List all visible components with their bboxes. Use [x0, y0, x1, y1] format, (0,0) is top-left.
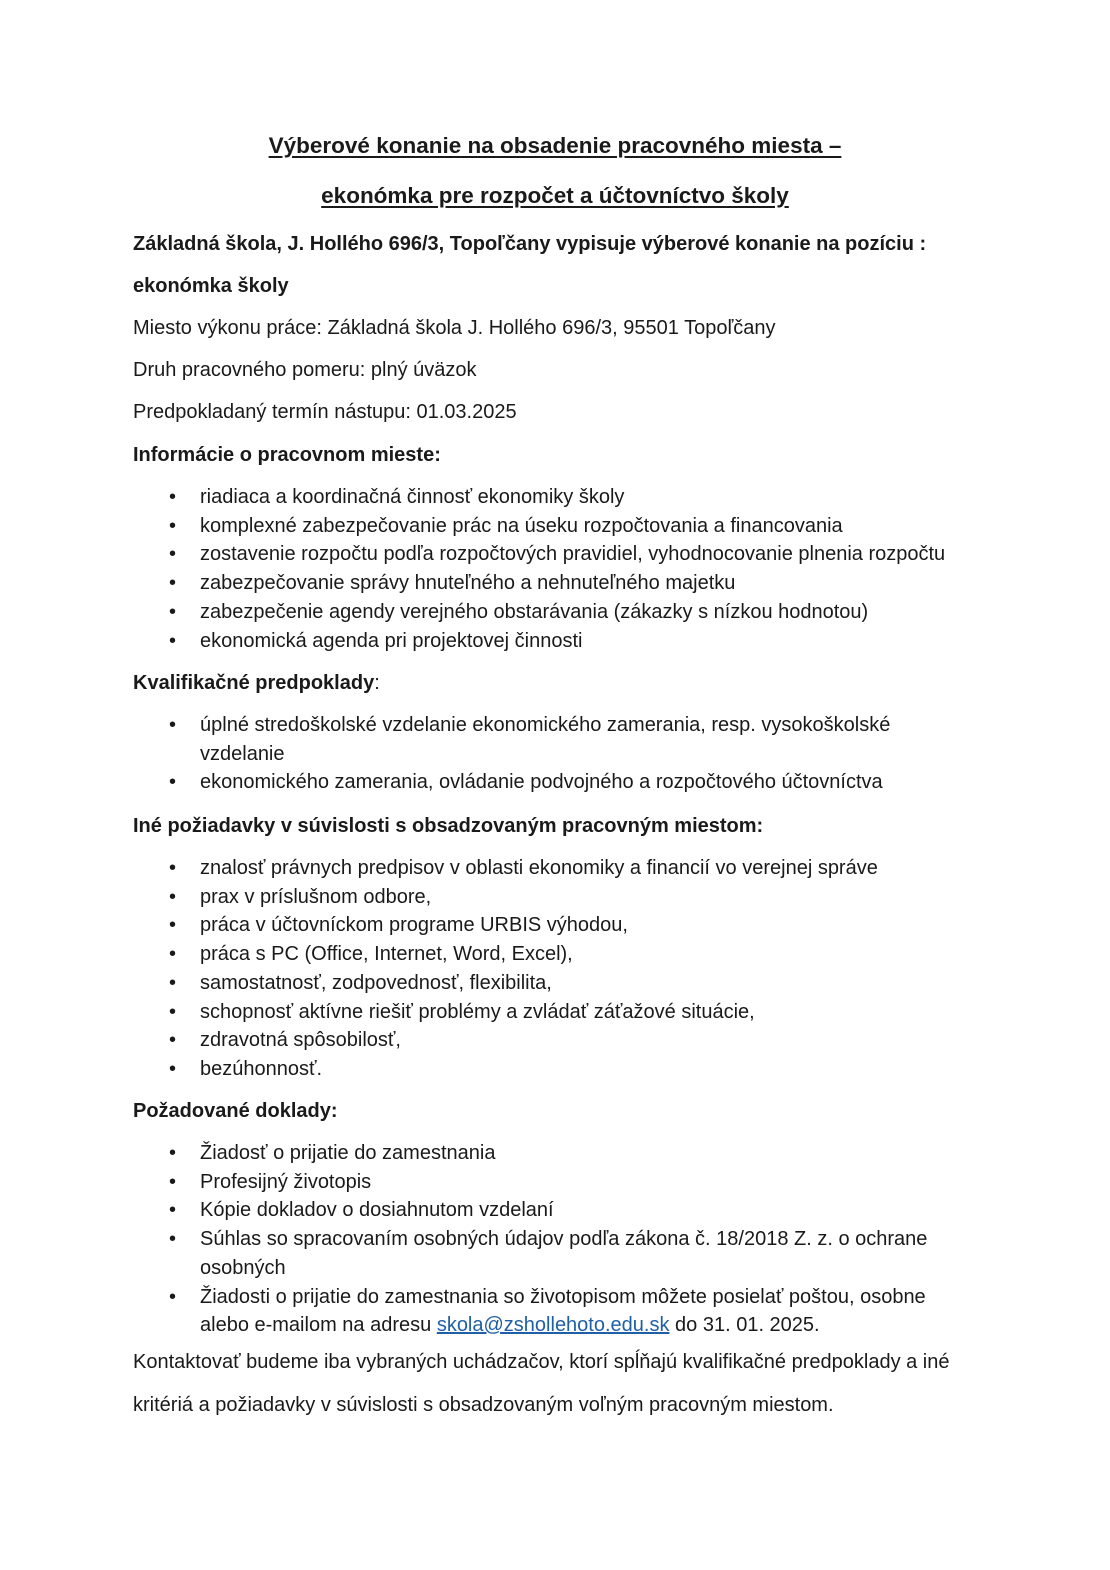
- list-item: • Profesijný životopis: [133, 1168, 1030, 1197]
- bullet-icon: •: [169, 1000, 177, 1023]
- requirements-heading: Iné požiadavky v súvislosti s obsadzovaným pracovným miestom:: [133, 815, 764, 837]
- bullet-icon: •: [169, 1228, 177, 1251]
- list-item: • zabezpečenie agendy verejného obstarávania (zákazky s nízkou hodnotou): [133, 598, 1030, 627]
- list-item: • Súhlas so spracovaním osobných údajov podľa zákona č. 18/2018 Z. z. o ochrane osobných: [133, 1225, 1030, 1282]
- bullet-icon: •: [169, 543, 177, 566]
- list-item: • Žiadosť o prijatie do zamestnania: [133, 1139, 1030, 1168]
- list-item: • zdravotná spôsobilosť,: [133, 1026, 1030, 1055]
- closing-line-1: Kontaktovať budeme iba vybraných uchádzačov, ktorí spĺňajú kvalifikačné predpoklady a iné: [133, 1351, 950, 1373]
- list-item: • schopnosť aktívne riešiť problémy a zvládať záťažové situácie,: [133, 998, 1030, 1027]
- bullet-icon: •: [169, 514, 177, 537]
- employment-type-text: Druh pracovného pomeru: plný úväzok: [133, 359, 477, 381]
- closing-line-2: kritériá a požiadavky v súvislosti s obsadzovaným voľným pracovným miestom.: [133, 1394, 834, 1416]
- list-item: • prax v príslušnom odbore,: [133, 883, 1030, 912]
- email-link[interactable]: skola@zshollehoto.edu.sk: [436, 1314, 670, 1337]
- bullet-icon: •: [169, 714, 177, 736]
- bullet-icon: •: [169, 1170, 177, 1193]
- start-date-text: Predpokladaný termín nástupu: 01.03.2025: [133, 401, 517, 423]
- list-item: • ekonomického zamerania, ovládanie podvojného a rozpočtového účtovníctva: [133, 768, 1030, 797]
- bullet-icon: •: [169, 885, 177, 908]
- bullet-icon: •: [169, 914, 177, 937]
- qualification-heading: Kvalifikačné predpoklady:: [133, 672, 380, 694]
- bullet-icon: •: [169, 629, 177, 652]
- requirements-list: [133, 854, 1030, 1084]
- bullet-icon: •: [169, 1285, 177, 1308]
- documents-list: [133, 1139, 1030, 1340]
- list-item: • zostavenie rozpočtu podľa rozpočtových pravidiel, vyhodnocovanie plnenia rozpočtu: [133, 540, 1030, 569]
- list-item: • samostatnosť, zodpovednosť, flexibilita,: [133, 969, 1030, 998]
- title-line-1: Výberové konanie na obsadenie pracovného miesta –: [268, 133, 842, 158]
- list-item: • bezúhonnosť.: [133, 1055, 1030, 1084]
- bullet-icon: •: [169, 600, 177, 623]
- list-item: • komplexné zabezpečovanie prác na úseku rozpočtovania a financovania: [133, 512, 1030, 541]
- list-item: • Kópie dokladov o dosiahnutom vzdelaní: [133, 1196, 1030, 1225]
- qualification-list: [133, 711, 1030, 797]
- list-item: • úplné stredoškolské vzdelanie ekonomického zamerania, resp. vysokoškolské vzdelanie: [133, 711, 1030, 768]
- list-item: • ekonomická agenda pri projektovej činnosti: [133, 627, 1030, 656]
- bullet-icon: •: [169, 857, 177, 879]
- workplace-text: Miesto výkonu práce: Základná škola J. Hollého 696/3, 95501 Topoľčany: [133, 317, 776, 339]
- bullet-icon: •: [169, 1057, 177, 1080]
- bullet-icon: •: [169, 572, 177, 595]
- title-line-2: ekonómka pre rozpočet a účtovníctvo školy: [321, 183, 789, 208]
- list-item: • práca s PC (Office, Internet, Word, Excel),: [133, 940, 1030, 969]
- intro-text: Základná škola, J. Hollého 696/3, Topoľčany vypisuje výberové konanie na pozíciu :: [133, 233, 927, 255]
- list-item: • znalosť právnych predpisov v oblasti ekonomiky a financií vo verejnej správe: [133, 854, 1030, 883]
- bullet-icon: •: [169, 1199, 177, 1222]
- documents-heading: Požadované doklady:: [133, 1100, 338, 1122]
- info-heading: Informácie o pracovnom mieste:: [133, 444, 441, 466]
- bullet-icon: •: [169, 971, 177, 994]
- bullet-icon: •: [169, 771, 177, 794]
- bullet-icon: •: [169, 1142, 177, 1164]
- list-item: • práca v účtovníckom programe URBIS výhodou,: [133, 911, 1030, 940]
- position-name: ekonómka školy: [133, 275, 289, 297]
- bullet-icon: •: [169, 1029, 177, 1052]
- list-item: • Žiadosti o prijatie do zamestnania so životopisom môžete posielať poštou, osobne alebo e-mailom na adresu skola@zshollehoto.edu.sk do 31. 01. 2025.: [133, 1283, 1030, 1340]
- bullet-icon: •: [169, 943, 177, 966]
- list-item: • zabezpečovanie správy hnuteľného a nehnuteľného majetku: [133, 569, 1030, 598]
- info-list: [133, 483, 1030, 655]
- list-item: • riadiaca a koordinačná činnosť ekonomiky školy: [133, 483, 1030, 512]
- bullet-icon: •: [169, 486, 177, 508]
